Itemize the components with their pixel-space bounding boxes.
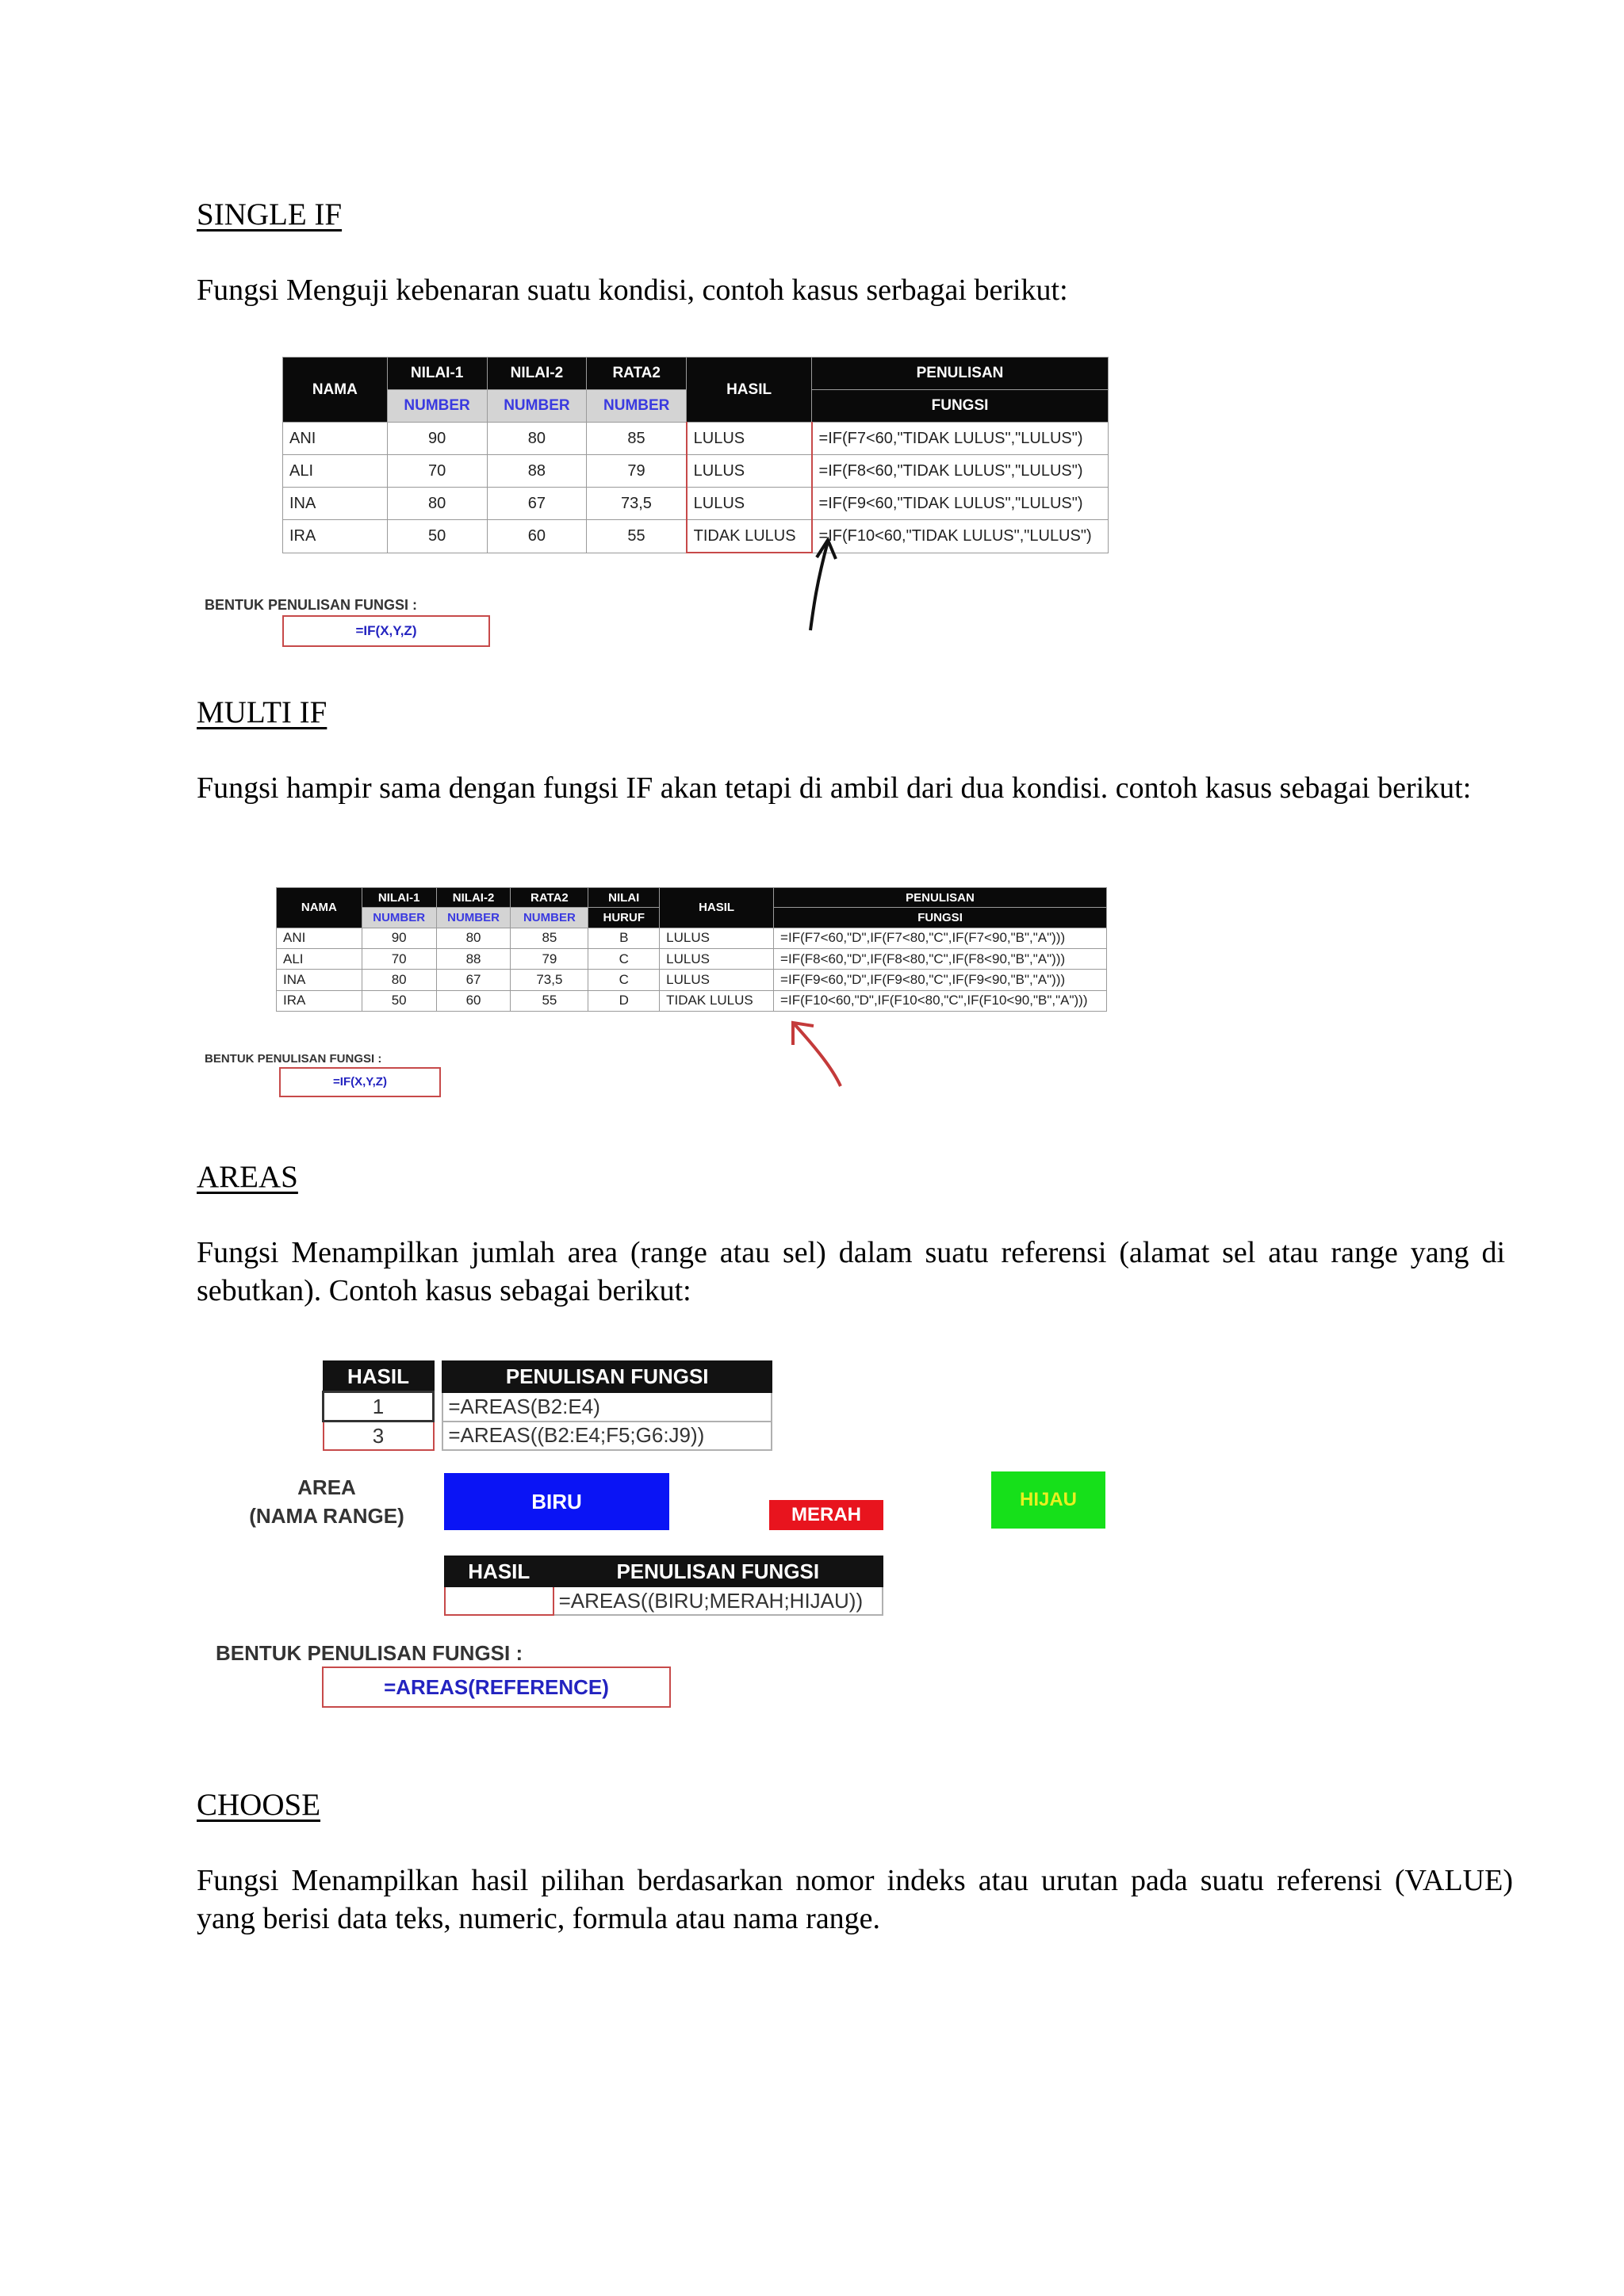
cell-nilai1: 70: [387, 455, 487, 488]
cell-hasil: TIDAK LULUS: [660, 990, 774, 1011]
multi-if-bentuk-label: BENTUK PENULISAN FUNGSI :: [205, 1052, 382, 1066]
cell-hasil: LULUS: [660, 970, 774, 990]
single-if-table: [282, 357, 1109, 553]
table-row: [283, 423, 1109, 455]
choose-heading: CHOOSE: [197, 1788, 321, 1822]
cell-hasil: 3: [324, 1422, 434, 1451]
cell-hasil: LULUS: [660, 948, 774, 969]
areas-table-1: [322, 1360, 772, 1451]
table-row: [283, 520, 1109, 553]
col-nama-header: NAMA: [283, 358, 388, 423]
area-label-line2: (NAMA RANGE): [249, 1504, 404, 1528]
col-fungsi-header: PENULISAN FUNGSI: [553, 1556, 883, 1586]
cell-nilai2: 80: [487, 423, 587, 455]
multi-if-heading: MULTI IF: [197, 695, 327, 729]
range-biru: [444, 1473, 669, 1530]
table-row: [283, 455, 1109, 488]
single-if-paragraph: Fungsi Menguji kebenaran suatu kondisi, contoh kasus serbagai berikut:: [197, 274, 1068, 307]
arrow-red-icon: [785, 1013, 856, 1093]
cell-nilai1: 50: [387, 520, 487, 553]
range-merah-label: MERAH: [791, 1504, 861, 1525]
cell-hasil: LULUS: [687, 455, 812, 488]
col-hasil-header: HASIL: [324, 1361, 434, 1392]
single-if-heading: SINGLE IF: [197, 197, 343, 232]
areas-table-2: [444, 1556, 883, 1616]
col-huruf-header: HURUF: [588, 908, 660, 928]
col-nilai1-header: NILAI-1: [362, 888, 436, 908]
cell-fungsi: =AREAS((B2:E4;F5;G6:J9)): [442, 1422, 772, 1451]
cell-fungsi: =IF(F8<60,"TIDAK LULUS","LULUS"): [812, 455, 1109, 488]
cell-fungsi: =IF(F7<60,"D",IF(F7<80,"C",IF(F7<90,"B","A"))): [774, 928, 1107, 948]
cell-huruf: D: [588, 990, 660, 1011]
cell-fungsi: =AREAS(B2:E4): [442, 1392, 772, 1422]
multi-if-bentuk-box: =IF(X,Y,Z): [279, 1067, 441, 1097]
cell-rata2: 85: [587, 423, 687, 455]
col-nilai2-header: NILAI-2: [487, 358, 587, 390]
cell-rata2: 55: [511, 990, 588, 1011]
cell-nama: ALI: [277, 948, 362, 969]
area-label-line1: AREA: [297, 1475, 356, 1499]
cell-nilai2: 88: [436, 948, 511, 969]
table-row: [277, 990, 1107, 1011]
table-row: [324, 1422, 772, 1451]
range-hijau-label: HIJAU: [1019, 1489, 1077, 1510]
cell-fungsi: =IF(F10<60,"D",IF(F10<80,"C",IF(F10<90,"B","A"))): [774, 990, 1107, 1011]
cell-fungsi: =IF(F10<60,"TIDAK LULUS","LULUS"): [812, 520, 1109, 553]
sub-number-header: NUMBER: [387, 390, 487, 423]
cell-hasil: 1: [324, 1392, 434, 1422]
col-hasil-header: HASIL: [445, 1556, 553, 1586]
col-nama-header: NAMA: [277, 888, 362, 928]
cell-nilai1: 90: [362, 928, 436, 948]
col-nilai-header: NILAI: [588, 888, 660, 908]
col-nilai2-header: NILAI-2: [436, 888, 511, 908]
cell-hasil: LULUS: [687, 423, 812, 455]
spacer: [434, 1392, 443, 1422]
cell-nama: INA: [283, 488, 388, 520]
cell-nilai1: 80: [362, 970, 436, 990]
cell-nama: ALI: [283, 455, 388, 488]
col-hasil-header: HASIL: [660, 888, 774, 928]
multi-if-table: [276, 887, 1107, 1012]
spacer: [434, 1361, 443, 1392]
cell-nilai1: 50: [362, 990, 436, 1011]
cell-rata2: 55: [587, 520, 687, 553]
sub-number-header: NUMBER: [436, 908, 511, 928]
single-if-bentuk-label: BENTUK PENULISAN FUNGSI :: [205, 597, 418, 613]
cell-fungsi: =IF(F8<60,"D",IF(F8<80,"C",IF(F8<90,"B","A"))): [774, 948, 1107, 969]
cell-nilai1: 90: [387, 423, 487, 455]
cell-nilai1: 70: [362, 948, 436, 969]
cell-nilai2: 67: [436, 970, 511, 990]
col-fungsi-header: FUNGSI: [774, 908, 1107, 928]
cell-nama: ANI: [277, 928, 362, 948]
sub-number-header: NUMBER: [487, 390, 587, 423]
choose-paragraph: Fungsi Menampilkan hasil pilihan berdasarkan nomor indeks atau urutan pada suatu referensi (VALUE) yang berisi data teks, numeric, formula atau nama range.: [197, 1864, 1513, 1935]
cell-hasil: TIDAK LULUS: [687, 520, 812, 553]
col-nilai1-header: NILAI-1: [387, 358, 487, 390]
sub-number-header: NUMBER: [511, 908, 588, 928]
range-merah: [769, 1500, 883, 1530]
cell-huruf: B: [588, 928, 660, 948]
cell-fungsi: =IF(F7<60,"TIDAK LULUS","LULUS"): [812, 423, 1109, 455]
cell-nilai2: 88: [487, 455, 587, 488]
cell-hasil: LULUS: [660, 928, 774, 948]
cell-huruf: C: [588, 970, 660, 990]
col-rata2-header: RATA2: [587, 358, 687, 390]
table-row: [277, 970, 1107, 990]
table-row: [445, 1586, 883, 1615]
cell-fungsi: =AREAS((BIRU;MERAH;HIJAU)): [553, 1586, 883, 1615]
areas-bentuk-box: =AREAS(REFERENCE): [322, 1667, 671, 1708]
cell-rata2: 85: [511, 928, 588, 948]
col-penulisan-header: PENULISAN: [774, 888, 1107, 908]
cell-rata2: 79: [587, 455, 687, 488]
table-row: [277, 928, 1107, 948]
range-biru-label: BIRU: [531, 1489, 582, 1513]
cell-huruf: C: [588, 948, 660, 969]
cell-fungsi: =IF(F9<60,"D",IF(F9<80,"C",IF(F9<90,"B","A"))): [774, 970, 1107, 990]
areas-paragraph: Fungsi Menampilkan jumlah area (range atau sel) dalam suatu referensi (alamat sel atau range yang di sebutkan). Contoh kasus sebagai berikut:: [197, 1236, 1505, 1307]
multi-if-paragraph: Fungsi hampir sama dengan fungsi IF akan tetapi di ambil dari dua kondisi. contoh kasus sebagai berikut:: [197, 771, 1472, 805]
cell-rata2: 79: [511, 948, 588, 969]
col-penulisan-header: PENULISAN: [812, 358, 1109, 390]
cell-nilai2: 80: [436, 928, 511, 948]
col-hasil-header: HASIL: [687, 358, 812, 423]
cell-nilai2: 60: [436, 990, 511, 1011]
area-label: [247, 1473, 406, 1530]
table-row: [277, 948, 1107, 969]
cell-hasil: LULUS: [687, 488, 812, 520]
cell-fungsi: =IF(F9<60,"TIDAK LULUS","LULUS"): [812, 488, 1109, 520]
areas-bentuk-label: BENTUK PENULISAN FUNGSI :: [216, 1641, 523, 1665]
cell-nama: IRA: [277, 990, 362, 1011]
table-row: [324, 1392, 772, 1422]
cell-nilai2: 67: [487, 488, 587, 520]
cell-nilai2: 60: [487, 520, 587, 553]
cell-nama: ANI: [283, 423, 388, 455]
col-fungsi-header: FUNGSI: [812, 390, 1109, 423]
col-fungsi-header: PENULISAN FUNGSI: [442, 1361, 772, 1392]
table-row: [283, 488, 1109, 520]
areas-heading: AREAS: [197, 1160, 298, 1194]
arrow-up-icon: [793, 527, 856, 638]
cell-hasil: [445, 1586, 553, 1615]
sub-number-header: NUMBER: [587, 390, 687, 423]
col-rata2-header: RATA2: [511, 888, 588, 908]
range-hijau: [991, 1471, 1105, 1529]
cell-nama: IRA: [283, 520, 388, 553]
single-if-bentuk-box: =IF(X,Y,Z): [282, 615, 490, 647]
cell-nilai1: 80: [387, 488, 487, 520]
cell-rata2: 73,5: [511, 970, 588, 990]
cell-rata2: 73,5: [587, 488, 687, 520]
spacer: [434, 1422, 443, 1451]
sub-number-header: NUMBER: [362, 908, 436, 928]
cell-nama: INA: [277, 970, 362, 990]
